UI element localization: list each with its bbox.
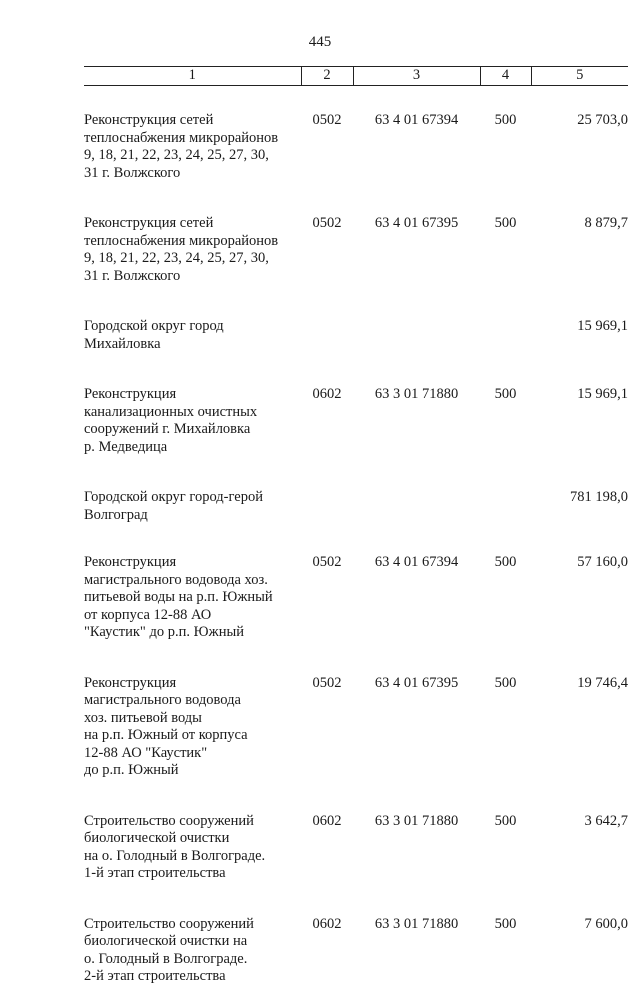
row-name: Городской округ город-герой Волгоград (84, 489, 263, 523)
row-amount: 781 198,0 (570, 489, 628, 505)
row-expense-type: 500 (494, 386, 517, 402)
header-row (84, 67, 628, 86)
row-expense-type: 500 (494, 554, 517, 570)
row-expense-type (480, 285, 531, 353)
row-target-code: 63 4 01 67394 (374, 554, 459, 570)
row-name: Реконструкция сетей теплоснабжения микрорайонов 9, 18, 21, 22, 23, 24, 25, 27, 30, 31 г. Волжского (84, 112, 279, 181)
column-header-3: 3 (353, 67, 480, 86)
row-amount: 3 642,7 (584, 812, 628, 829)
column-header-2: 2 (301, 67, 353, 86)
row-section-code (301, 456, 353, 524)
budget-table (84, 66, 628, 986)
row-name: Реконструкция магистрального водовода хоз. питьевой воды на р.п. Южный от корпуса 12-88 АО "Каустик" до р.п. Южный (84, 554, 273, 640)
column-header-1: 1 (84, 67, 301, 86)
table-row (84, 883, 628, 986)
row-target-code: 63 3 01 71880 (374, 915, 459, 932)
row-target-code: 63 4 01 67395 (374, 674, 459, 691)
table-row (84, 86, 628, 183)
row-name: Реконструкция магистрального водовода хоз. питьевой воды на р.п. Южный от корпуса 12-88 АО "Каустик" до р.п. Южный (84, 674, 248, 778)
row-section-code: 0502 (312, 112, 342, 128)
row-target-code: 63 3 01 71880 (374, 812, 459, 829)
row-section-code: 0502 (312, 554, 342, 570)
table-header (84, 67, 628, 86)
table-row (84, 524, 628, 642)
row-section-code: 0602 (312, 386, 342, 402)
table-body (84, 86, 628, 986)
table-row (84, 456, 628, 524)
row-name: Строительство сооружений биологической очистки на о. Голодный в Волгограде. 2-й этап строительства (84, 915, 254, 984)
row-expense-type: 500 (494, 112, 517, 128)
row-section-code: 0602 (312, 915, 342, 932)
row-expense-type: 500 (494, 812, 517, 829)
table-row (84, 285, 628, 353)
table-row (84, 182, 628, 285)
table-row (84, 353, 628, 456)
row-target-code (353, 285, 480, 353)
row-target-code: 63 4 01 67395 (374, 215, 459, 231)
row-section-code: 0502 (312, 674, 342, 691)
row-amount: 19 746,4 (577, 674, 628, 691)
row-expense-type: 500 (494, 915, 517, 932)
column-header-4: 4 (480, 67, 531, 86)
row-amount: 8 879,7 (584, 215, 628, 231)
page-number: 445 (308, 34, 332, 50)
row-expense-type: 500 (494, 215, 517, 231)
row-target-code (353, 456, 480, 524)
row-amount: 57 160,0 (577, 554, 628, 570)
row-name: Городской округ город Михайловка (84, 318, 224, 352)
row-amount: 15 969,1 (577, 318, 628, 334)
row-name: Реконструкция канализационных очистных сооружений г. Михайловка р. Медведица (84, 386, 258, 455)
table-row (84, 642, 628, 780)
row-section-code: 0602 (312, 812, 342, 829)
row-amount: 15 969,1 (577, 386, 628, 402)
row-target-code: 63 4 01 67394 (374, 112, 459, 128)
row-amount: 25 703,0 (577, 112, 628, 128)
row-section-code (301, 285, 353, 353)
row-expense-type (480, 456, 531, 524)
column-header-5: 5 (531, 67, 628, 86)
row-name: Строительство сооружений биологической очистки на о. Голодный в Волгограде. 1-й этап строительства (84, 812, 266, 881)
row-amount: 7 600,0 (584, 915, 628, 932)
row-expense-type: 500 (494, 674, 517, 691)
table-row (84, 780, 628, 883)
row-name: Реконструкция сетей теплоснабжения микрорайонов 9, 18, 21, 22, 23, 24, 25, 27, 30, 31 г. Волжского (84, 215, 279, 284)
row-target-code: 63 3 01 71880 (374, 386, 459, 402)
row-section-code: 0502 (312, 215, 342, 231)
